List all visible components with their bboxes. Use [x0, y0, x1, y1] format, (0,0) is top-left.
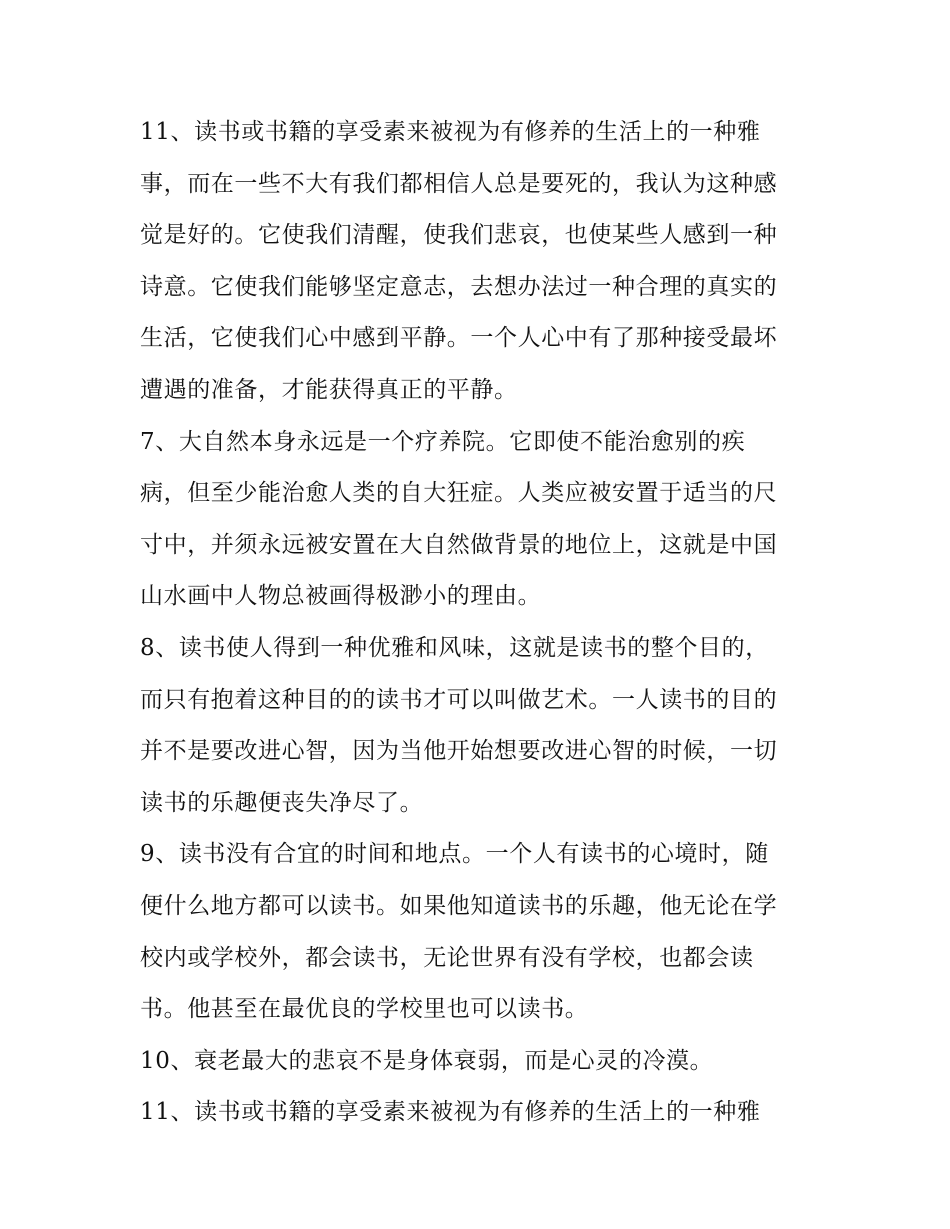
text-line: 生活，它使我们心中感到平静。一个人心中有了那种接受最坏	[140, 325, 778, 352]
text-line: 10、衰老最大的悲哀不是身体衰弱，而是心灵的冷漠。	[140, 1047, 714, 1074]
text-line: 读书的乐趣便丧失净尽了。	[140, 789, 424, 816]
text-line: 9、读书没有合宜的时间和地点。一个人有读书的心境时，随	[140, 841, 769, 868]
text-line: 11、读书或书籍的享受素来被视为有修养的生活上的一种雅	[140, 119, 761, 145]
text-line: 7、大自然本身永远是一个疗养院。它即使不能治愈别的疾	[140, 428, 746, 455]
text-line: 病，但至少能治愈人类的自大狂症。人类应被安置于适当的尺	[140, 480, 778, 507]
text-line: 而只有抱着这种目的的读书才可以叫做艺术。一人读书的目的	[140, 686, 778, 713]
text-line: 诗意。它使我们能够坚定意志，去想办法过一种合理的真实的	[140, 273, 778, 300]
text-line: 11、读书或书籍的享受素来被视为有修养的生活上的一种雅	[140, 1099, 761, 1126]
text-line: 觉是好的。它使我们清醒，使我们悲哀，也使某些人感到一种	[140, 222, 778, 249]
text-line: 事，而在一些不大有我们都相信人总是要死的，我认为这种感	[140, 170, 778, 197]
text-line: 寸中，并须永远被安置在大自然做背景的地位上，这就是中国	[140, 531, 778, 558]
text-line: 校内或学校外，都会读书，无论世界有没有学校，也都会读	[140, 944, 754, 971]
text-line: 便什么地方都可以读书。如果他知道读书的乐趣，他无论在学	[140, 892, 778, 919]
text-line: 遭遇的准备，才能获得真正的平静。	[140, 376, 518, 403]
text-line: 并不是要改进心智，因为当他开始想要改进心智的时候，一切	[140, 738, 778, 765]
text-line: 书。他甚至在最优良的学校里也可以读书。	[140, 996, 589, 1023]
text-line: 山水画中人物总被画得极渺小的理由。	[140, 583, 542, 610]
text-line: 8、读书使人得到一种优雅和风味，这就是读书的整个目的，	[140, 634, 769, 661]
document-page	[140, 107, 816, 1139]
